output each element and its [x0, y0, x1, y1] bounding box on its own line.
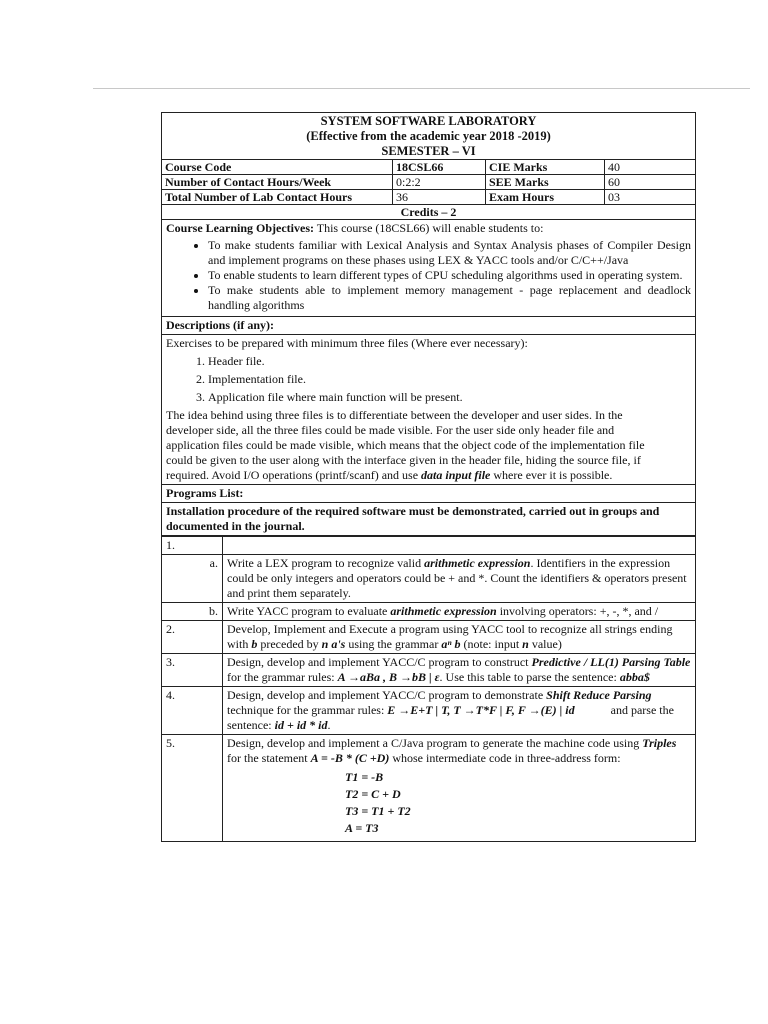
table-row	[162, 735, 695, 842]
objectives-heading: Course Learning Objectives:	[166, 221, 314, 235]
emphasis: b	[251, 637, 258, 651]
paragraph-text: where ever it is possible.	[490, 468, 613, 482]
paragraph-text: The idea behind using three files is to differentiate between the developer and user sides. In the developer side, all the three files could be made visible. For the user side only header file and application files could be made visible, which means that the object code of the implementation file could be given to the user along with the interface given in the header file, hiding the source file, if required. Avoid I/O operations (printf/scanf) and use	[166, 408, 645, 482]
table-row	[162, 621, 695, 654]
text: . Use this table to parse the sentence:	[439, 670, 620, 684]
text: for the statement	[227, 751, 311, 765]
emphasis: Triples	[642, 736, 677, 750]
meta-value: 40	[605, 160, 696, 175]
text: (note: input	[460, 637, 523, 651]
emphasis: abba$	[619, 670, 650, 684]
meta-value: 03	[605, 190, 696, 205]
program-number: 5.	[162, 735, 223, 842]
objectives-intro: This course (18CSL66) will enable students to:	[313, 221, 544, 235]
list-item: • To make students familiar with Lexical Analysis and Syntax Analysis phases of Compiler Design and implement programs on these phases using LEX & YACC tools and/or C/C++/Java	[208, 238, 691, 268]
program-number: 2.	[162, 621, 223, 654]
table-row	[162, 537, 695, 555]
text: Design, develop and implement YACC/C program to demonstrate	[227, 688, 547, 702]
program-subnumber	[162, 603, 223, 621]
text: using the grammar	[345, 637, 442, 651]
programs-table	[162, 536, 695, 841]
text: technique for the grammar rules:	[227, 703, 388, 717]
meta-row	[162, 175, 695, 190]
program-number: 3.	[162, 654, 223, 687]
descriptions-paragraph	[166, 408, 646, 483]
list-item: 3. Application file where main function will be present.	[208, 390, 691, 405]
meta-value: 36	[393, 190, 486, 205]
programs-heading: Programs List:	[162, 485, 695, 503]
descriptions-section	[162, 335, 695, 485]
effective-year: (Effective from the academic year 2018 -2019)	[306, 129, 551, 143]
course-meta-table	[162, 160, 695, 204]
text: . Identifiers in the expression could be only integers and operators could be + and *. Count the identifiers & operators present and print them separately.	[227, 556, 687, 600]
meta-label: SEE Marks	[486, 175, 605, 190]
course-meta-table-wrap	[162, 160, 695, 205]
three-address-line: T2 = C + D	[345, 787, 401, 801]
meta-label: Number of Contact Hours/Week	[162, 175, 393, 190]
meta-label: Total Number of Lab Contact Hours	[162, 190, 393, 205]
paragraph-emphasis: data input file	[421, 468, 491, 482]
meta-row	[162, 190, 695, 205]
program-text	[223, 537, 696, 555]
text: involving operators: +, -, *, and /	[496, 604, 659, 618]
meta-label: Exam Hours	[486, 190, 605, 205]
emphasis: Shift Reduce Parsing	[546, 688, 652, 702]
list-item: • To enable students to learn different types of CPU scheduling algorithms used in operating system.	[208, 268, 691, 283]
three-address-line: A = T3	[345, 821, 379, 835]
meta-label: CIE Marks	[486, 160, 605, 175]
program-text	[223, 603, 696, 621]
emphasis: id + id * id	[274, 718, 328, 732]
emphasis: aⁿ b	[441, 637, 461, 651]
text: Write YACC program to evaluate	[227, 604, 391, 618]
descriptions-heading: Descriptions (if any):	[162, 317, 695, 335]
text: value)	[528, 637, 562, 651]
program-text	[223, 555, 696, 603]
meta-row	[162, 160, 695, 175]
table-row	[162, 687, 695, 735]
text: Develop, Implement and Execute a program using YACC tool to recognize all strings ending with	[227, 622, 673, 651]
text: for the grammar rules:	[227, 670, 338, 684]
emphasis: Predictive / LL(1) Parsing Table	[531, 655, 691, 669]
installation-note: Installation procedure of the required software must be demonstrated, carried out in groups and documented in the journal.	[162, 503, 695, 536]
meta-label: Course Code	[162, 160, 393, 175]
meta-value: 60	[605, 175, 696, 190]
program-number: 1.	[162, 537, 223, 555]
emphasis: n a's	[321, 637, 346, 651]
emphasis: E →E+T | T, T →T*F | F, F →(E) | id	[387, 703, 575, 717]
descriptions-intro: Exercises to be prepared with minimum three files (Where ever necessary):	[166, 336, 528, 350]
top-divider	[93, 88, 750, 89]
program-subnumber	[162, 555, 223, 603]
credits-label: Credits – 2	[162, 205, 695, 220]
program-text	[223, 687, 696, 735]
text: Write a LEX program to recognize valid	[227, 556, 425, 570]
subnumber-label: a.	[209, 556, 218, 570]
emphasis: arithmetic expression	[390, 604, 497, 618]
program-text	[223, 735, 696, 842]
programs-table-wrap	[162, 536, 695, 841]
list-item: 2. Implementation file.	[208, 372, 691, 387]
three-address-line: T3 = T1 + T2	[345, 804, 411, 818]
table-row	[162, 654, 695, 687]
program-number: 4.	[162, 687, 223, 735]
program-text	[223, 654, 696, 687]
meta-value: 0:2:2	[393, 175, 486, 190]
text: Design, develop and implement YACC/C program to construct	[227, 655, 532, 669]
list-item: 1. Header file.	[208, 354, 691, 369]
emphasis: A →aBa , B →bB | ε	[337, 670, 440, 684]
three-address-line: T1 = -B	[345, 770, 384, 784]
course-title: SYSTEM SOFTWARE LABORATORY	[320, 114, 537, 128]
emphasis: n	[522, 637, 529, 651]
files-list	[166, 354, 691, 405]
emphasis: A = -B * (C +D)	[310, 751, 390, 765]
text: and parse the sentence:	[227, 703, 677, 732]
subnumber-label: b.	[209, 604, 218, 618]
text: whose intermediate code in three-address form:	[389, 751, 621, 765]
emphasis: arithmetic expression	[424, 556, 531, 570]
table-row	[162, 555, 695, 603]
meta-value: 18CSL66	[393, 160, 486, 175]
syllabus-header	[162, 113, 695, 160]
text: .	[327, 718, 331, 732]
text: preceded by	[257, 637, 322, 651]
objectives-section	[162, 220, 695, 317]
list-item: • To make students able to implement memory management - page replacement and deadlock handling algorithms	[208, 283, 691, 313]
program-text	[223, 621, 696, 654]
objectives-list	[166, 238, 691, 313]
text: Design, develop and implement a C/Java program to generate the machine code using	[227, 736, 643, 750]
table-row	[162, 603, 695, 621]
semester-label: SEMESTER – VI	[381, 144, 476, 158]
syllabus-document	[161, 112, 696, 842]
